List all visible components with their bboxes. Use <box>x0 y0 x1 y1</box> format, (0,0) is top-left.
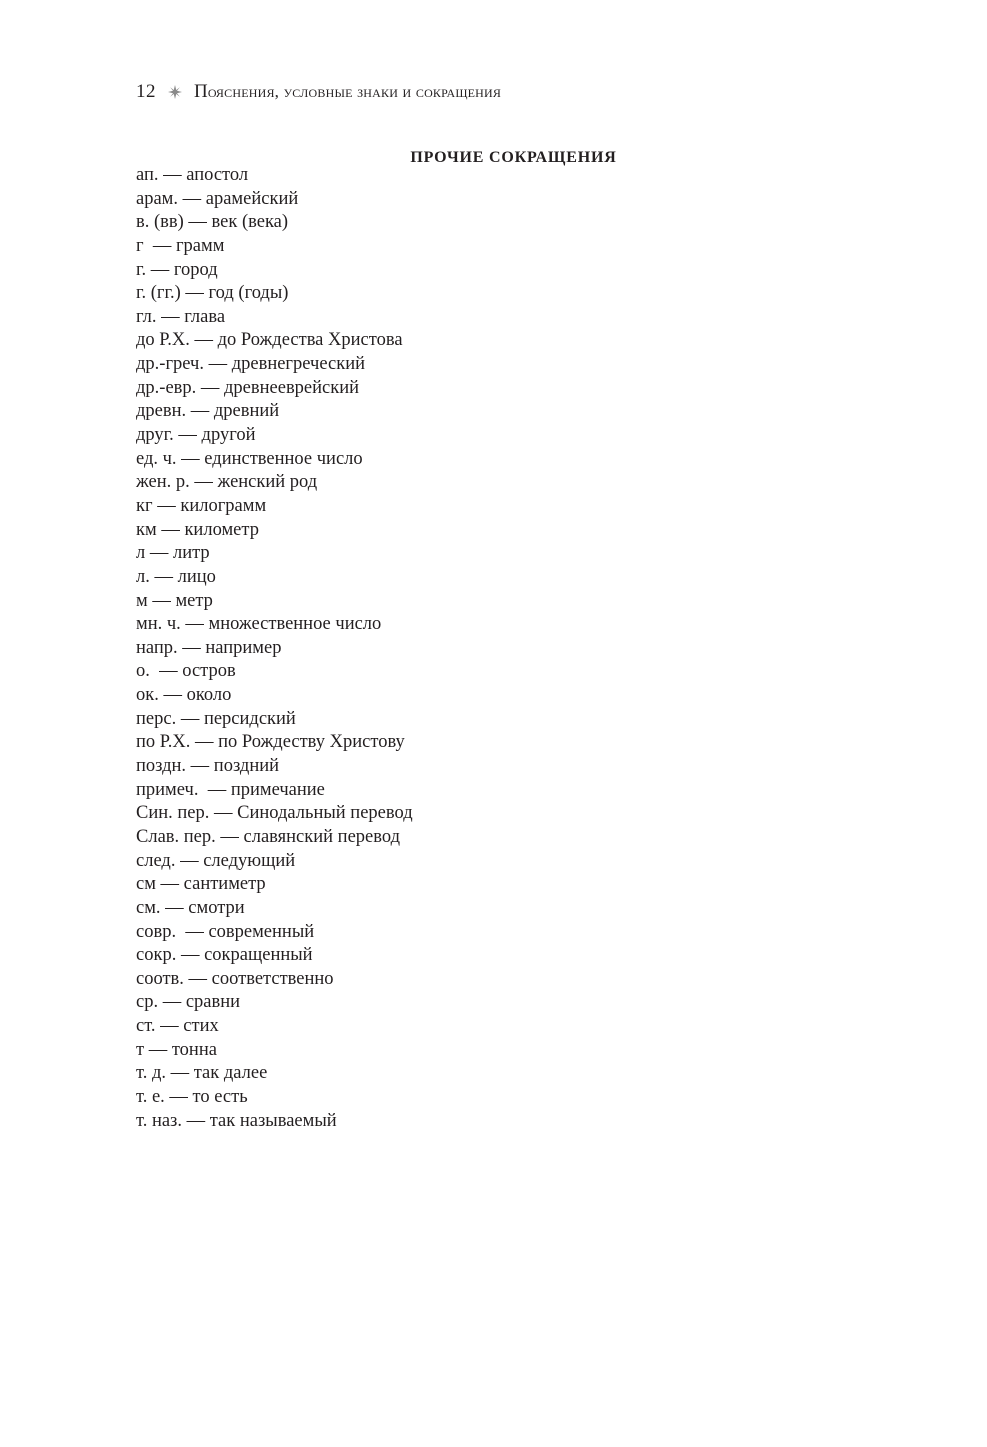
abbreviation-entry: до Р.Х. — до Рождества Христова <box>136 330 403 351</box>
abbreviation-entry: см — сантиметр <box>136 874 266 895</box>
running-head-title <box>194 81 501 103</box>
abbreviation-entry: ок. — около <box>136 685 232 706</box>
abbreviation-entry: ед. ч. — единственное число <box>136 448 363 469</box>
abbreviation-entry: г — грамм <box>136 235 225 256</box>
page-number: 12 <box>136 81 156 102</box>
abbreviation-entry: в. (вв) — век (века) <box>136 212 289 233</box>
abbreviation-entry: Син. пер. — Синодальный перевод <box>136 803 413 824</box>
abbreviation-entry: л. — лицо <box>136 566 216 587</box>
abbreviation-entry: перс. — персидский <box>136 708 296 729</box>
abbreviation-entry: ст. — стих <box>136 1016 219 1037</box>
abbreviation-entry: г. (гг.) — год (годы) <box>136 283 289 304</box>
abbreviation-entry: см. — смотри <box>136 897 245 918</box>
abbreviation-entry: ап. — апостол <box>136 165 249 185</box>
abbreviation-entry: поздн. — поздний <box>136 756 280 777</box>
abbreviation-entry: др.-греч. — древнегреческий <box>136 354 366 375</box>
abbreviation-entry: т. е. — то есть <box>136 1086 248 1107</box>
abbreviation-entry: след. — следующий <box>136 850 296 871</box>
abbreviation-entry: примеч. — примечание <box>136 779 325 800</box>
abbreviation-entry: км — километр <box>136 519 259 540</box>
running-head-title-initial: П <box>194 81 208 102</box>
abbreviation-entry: арам. — арамейский <box>136 188 299 209</box>
abbreviation-entry: др.-евр. — древнееврейский <box>136 377 360 398</box>
abbreviation-entry: сокр. — сокращенный <box>136 945 313 966</box>
section-heading: ПРОЧИЕ СОКРАЩЕНИЯ <box>410 149 617 167</box>
abbreviation-entry: м — метр <box>136 590 213 611</box>
abbreviation-entry: напр. — например <box>136 637 282 658</box>
abbreviation-entry: мн. ч. — множественное число <box>136 614 382 635</box>
star-ornament-icon <box>168 85 182 99</box>
abbreviation-entry: жен. р. — женский род <box>136 472 318 493</box>
abbreviation-list <box>136 164 413 1133</box>
abbreviation-entry: т — тонна <box>136 1039 217 1060</box>
abbreviation-entry: о. — остров <box>136 661 236 682</box>
running-head-title-rest: ояснения, условные знаки и сокращения <box>207 82 502 101</box>
abbreviation-entry: кг — килограмм <box>136 495 267 516</box>
running-head <box>136 80 501 104</box>
abbreviation-entry: т. д. — так далее <box>136 1063 268 1084</box>
abbreviation-entry: ср. — сравни <box>136 992 241 1013</box>
abbreviation-entry: совр. — современный <box>136 921 315 942</box>
abbreviation-entry: г. — город <box>136 259 218 280</box>
abbreviation-entry: Слав. пер. — славянский перевод <box>136 826 400 847</box>
abbreviation-entry: соотв. — соответственно <box>136 968 334 989</box>
abbreviation-entry: гл. — глава <box>136 306 226 327</box>
abbreviation-entry: друг. — другой <box>136 425 256 446</box>
abbreviation-entry: древн. — древний <box>136 401 280 422</box>
abbreviation-entry: т. наз. — так называемый <box>136 1110 337 1131</box>
abbreviation-entry: л — литр <box>136 543 210 564</box>
abbreviation-entry: по Р.Х. — по Рождеству Христову <box>136 732 405 753</box>
